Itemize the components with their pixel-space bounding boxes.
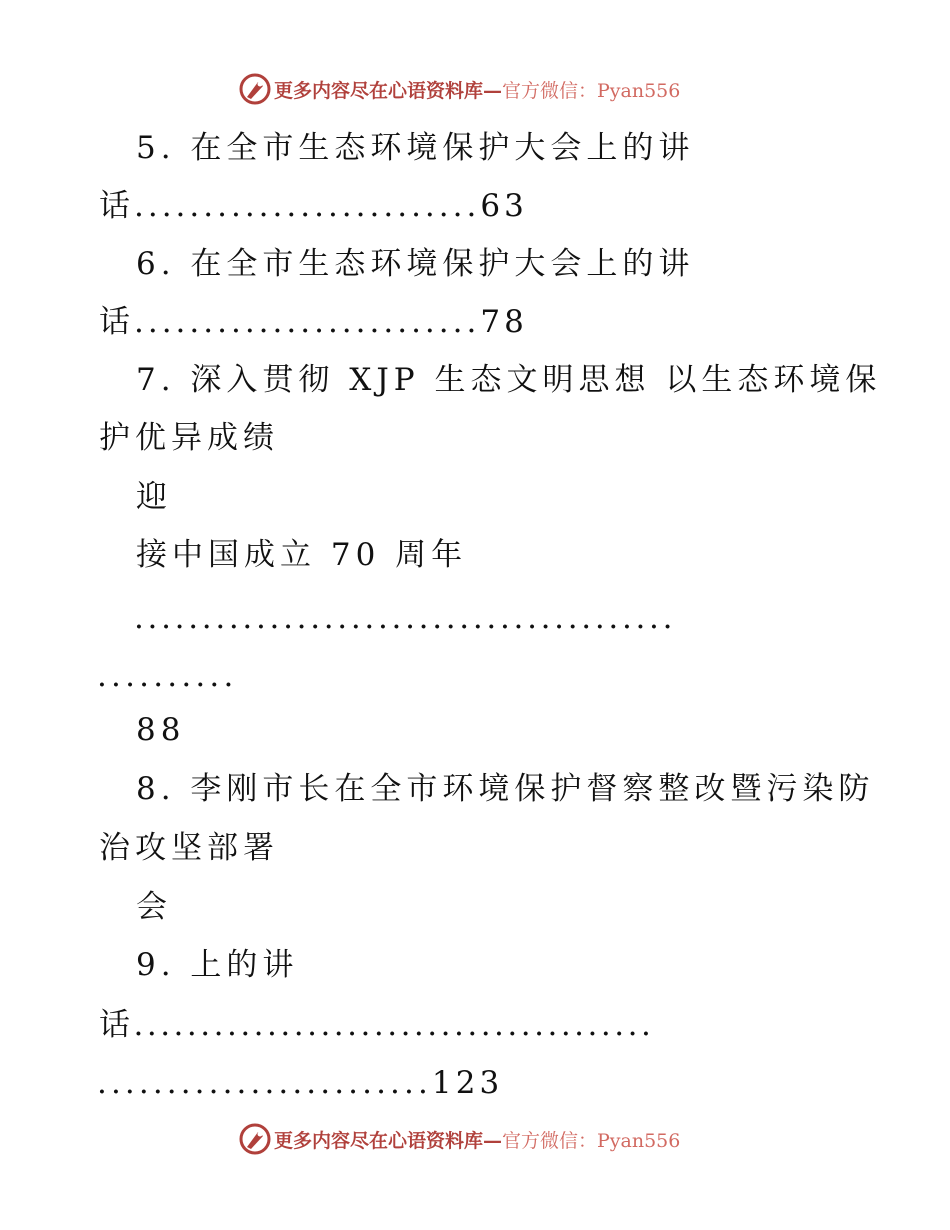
toc-entry-9-page: ........................123 — [97, 1065, 504, 1101]
watermark-banner-top — [238, 72, 718, 108]
watermark-text — [274, 76, 680, 103]
toc-entry-7-leader-cont: .......... — [97, 658, 238, 694]
toc-entry-7-title-cont3: 接中国成立 70 周年 — [136, 537, 468, 573]
toc-entry-5-page: 话.........................63 — [99, 188, 528, 224]
toc-entry-6-page: 话.........................78 — [99, 304, 528, 340]
toc-entry-7-page: 88 — [136, 712, 186, 748]
toc-entry-7-title-cont2: 迎 — [136, 479, 172, 515]
watermark-dash: — — [483, 1130, 503, 1152]
watermark-text — [274, 1126, 680, 1153]
toc-entry-8-title-cont2: 会 — [136, 889, 172, 925]
toc-entry-9-title: 9. 上的讲 — [136, 947, 299, 983]
watermark-banner-bottom — [238, 1122, 718, 1158]
toc-entry-7-leader: ........................................ — [134, 600, 677, 636]
watermark-brand: 更多内容尽在心语资料库 — [274, 1130, 484, 1152]
toc-entry-8-title-cont: 治攻坚部署 — [99, 830, 279, 866]
pen-logo-icon — [238, 1122, 272, 1156]
watermark-dash: — — [483, 80, 503, 102]
pen-logo-icon — [238, 72, 272, 106]
toc-entry-7-title-cont: 护优异成绩 — [99, 420, 279, 456]
watermark-wechat: 官方微信：Pyan556 — [502, 80, 681, 102]
toc-entry-7-title: 7. 深入贯彻 XJP 生态文明思想 以生态环境保 — [136, 362, 882, 398]
watermark-brand: 更多内容尽在心语资料库 — [274, 80, 484, 102]
toc-entry-9-leader: 话....................................... — [99, 1007, 655, 1043]
toc-entry-5-title: 5. 在全市生态环境保护大会上的讲 — [136, 130, 695, 166]
toc-entry-8-title: 8. 李刚市长在全市环境保护督察整改暨污染防 — [136, 771, 875, 807]
toc-entry-6-title: 6. 在全市生态环境保护大会上的讲 — [136, 246, 695, 282]
watermark-wechat: 官方微信：Pyan556 — [502, 1130, 681, 1152]
